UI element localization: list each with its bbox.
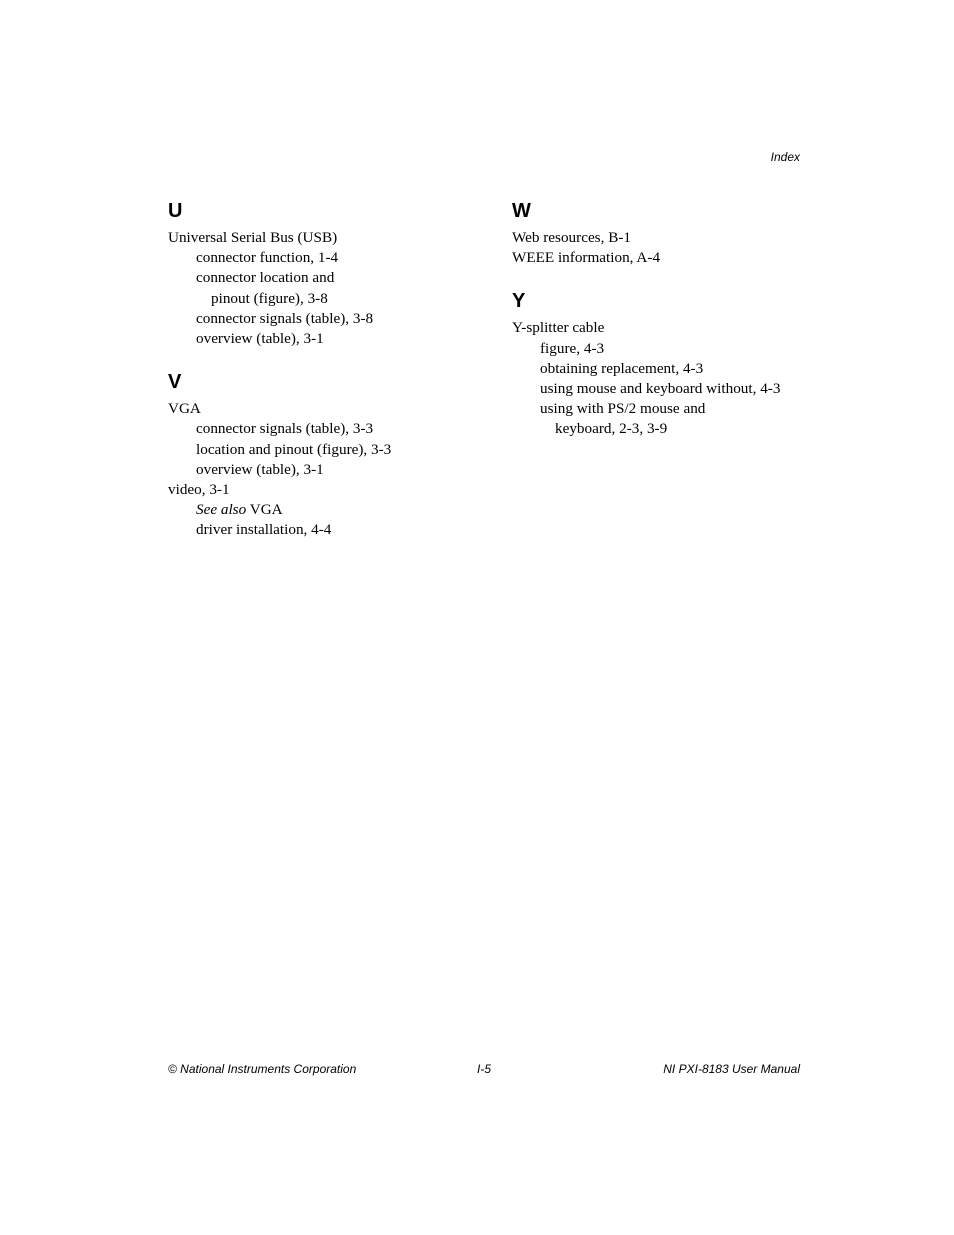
index-section-v: [168, 369, 488, 540]
section-letter-v: V: [168, 371, 182, 394]
index-entry: video, 3-1: [168, 481, 230, 499]
index-subentry: using with PS/2 mouse and: [540, 400, 706, 418]
index-subentry: location and pinout (figure), 3-3: [196, 440, 392, 458]
index-subentry: connector signals (table), 3-3: [196, 420, 374, 438]
running-head: Index: [770, 150, 800, 164]
index-subentry: obtaining replacement, 4-3: [540, 359, 704, 377]
index-subentry-continuation: keyboard, 2-3, 3-9: [555, 420, 668, 438]
index-section-w: [512, 198, 812, 268]
index-subentry: connector signals (table), 3-8: [196, 309, 374, 327]
footer-copyright: © National Instruments Corporation: [168, 1062, 357, 1076]
index-section-u: [168, 198, 488, 349]
index-subentry: overview (table), 3-1: [196, 330, 324, 348]
index-subentry: connector location and: [196, 269, 335, 287]
index-subentry-continuation: pinout (figure), 3-8: [211, 289, 328, 307]
see-also-target: VGA: [249, 501, 283, 519]
see-also-label: See also: [196, 501, 247, 519]
index-column-right: [512, 198, 812, 460]
index-subentry: driver installation, 4-4: [196, 521, 332, 539]
footer-page-number: I-5: [477, 1062, 492, 1076]
index-subentry: connector function, 1-4: [196, 249, 339, 267]
section-letter-w: W: [512, 200, 531, 222]
index-column-left: [168, 198, 488, 561]
footer-manual-title: NI PXI-8183 User Manual: [663, 1062, 800, 1076]
index-entry: VGA: [168, 400, 201, 418]
index-subentry: using mouse and keyboard without, 4-3: [540, 380, 781, 398]
index-entry: Y-splitter cable: [512, 319, 605, 337]
index-section-y: [512, 288, 812, 439]
see-also-reference: [168, 500, 488, 520]
index-entry: WEEE information, A-4: [512, 249, 661, 267]
index-entry: Web resources, B-1: [512, 229, 631, 246]
section-letter-y: Y: [512, 290, 526, 313]
index-entry: Universal Serial Bus (USB): [168, 229, 338, 246]
index-subentry: figure, 4-3: [540, 339, 605, 357]
section-letter-u: U: [168, 200, 183, 222]
index-subentry: overview (table), 3-1: [196, 460, 324, 478]
